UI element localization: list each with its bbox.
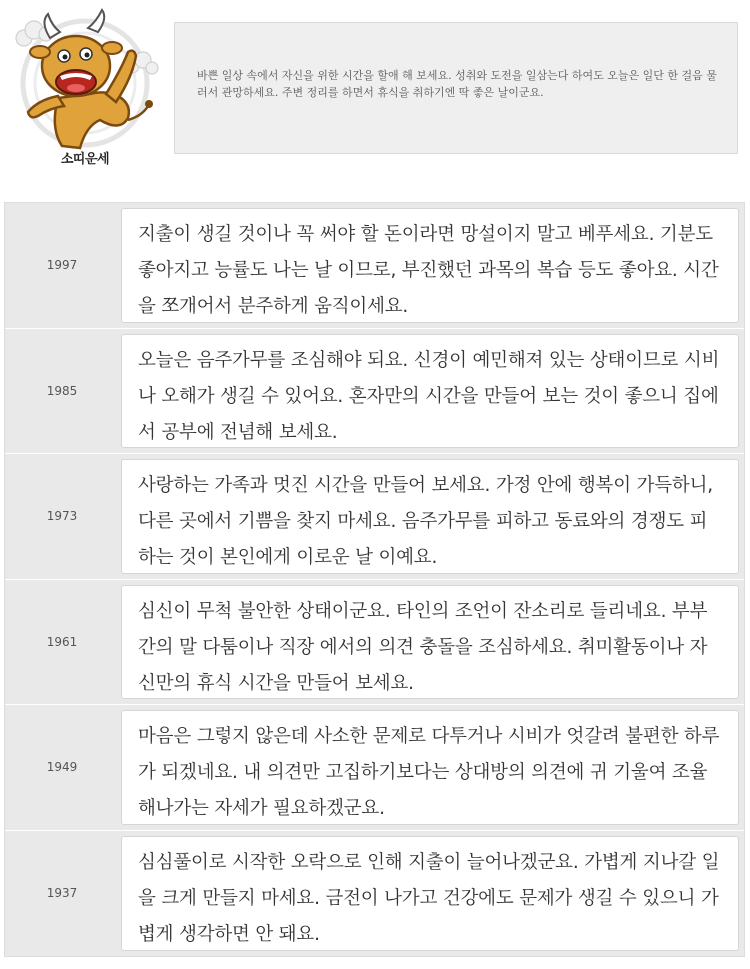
fortune-text: 사랑하는 가족과 멋진 시간을 만들어 보세요. 가정 안에 행복이 가득하니, 다른 곳에서 기쁨을 찾지 마세요. 음주가무를 피하고 동료와의 경쟁도 피하는 것이 본인에게 이로운 날 이예요. (121, 459, 739, 574)
fortune-text: 오늘은 음주가무를 조심해야 되요. 신경이 예민해져 있는 상태이므로 시비나 오해가 생길 수 있어요. 혼자만의 시간을 만들어 보는 것이 좋으니 집에서 공부에 전념해 보세요. (121, 334, 739, 449)
fortune-row-1949 (5, 705, 744, 831)
birth-year: 1985 (46, 383, 78, 398)
ox-mascot-icon (10, 8, 160, 158)
fortune-text: 심심풀이로 시작한 오락으로 인해 지출이 늘어나겠군요. 가볍게 지나갈 일을 크게 만들지 마세요. 금전이 나가고 건강에도 문제가 생길 수 있으니 가볍게 생각하면 안 돼요. (121, 836, 739, 952)
fortune-text: 마음은 그렇지 않은데 사소한 문제로 다투거나 시비가 엇갈려 불편한 하루가 되겠네요. 내 의견만 고집하기보다는 상대방의 의견에 귀 기울여 조율해나가는 자세가 필요하겠군요. (121, 710, 739, 825)
fortune-list (4, 202, 745, 957)
fortune-text: 지출이 생길 것이나 꼭 써야 할 돈이라면 망설이지 말고 베푸세요. 기분도 좋아지고 능률도 나는 날 이므로, 부진했던 과목의 복습 등도 좋아요. 시간을 쪼개어서 분주하게 움직이세요. (121, 208, 739, 323)
birth-year: 1949 (46, 760, 78, 775)
birth-year: 1997 (46, 258, 78, 273)
fortune-row-1937 (5, 831, 744, 957)
mascot-label: 소띠운세 (60, 152, 110, 167)
daily-summary: 바쁜 일상 속에서 자신을 위한 시간을 할애 해 보세요. 성취와 도전을 일삼는다 하여도 오늘은 일단 한 걸음 물러서 관망하세요. 주변 정리를 하면서 휴식을 취하기엔 딱 좋은 날이군요. (174, 22, 738, 154)
fortune-text: 심신이 무척 불안한 상태이군요. 타인의 조언이 잔소리로 들리네요. 부부 간의 말 다툼이나 직장 에서의 의견 충돌을 조심하세요. 취미활동이나 자신만의 휴식 시간을 만들어 보세요. (121, 585, 739, 700)
birth-year: 1973 (46, 509, 78, 524)
fortune-row-1997 (5, 203, 744, 329)
fortune-row-1973 (5, 454, 744, 580)
birth-year: 1961 (46, 634, 78, 649)
fortune-row-1961 (5, 580, 744, 706)
birth-year: 1937 (46, 886, 78, 901)
header (0, 0, 750, 180)
fortune-row-1985 (5, 329, 744, 455)
